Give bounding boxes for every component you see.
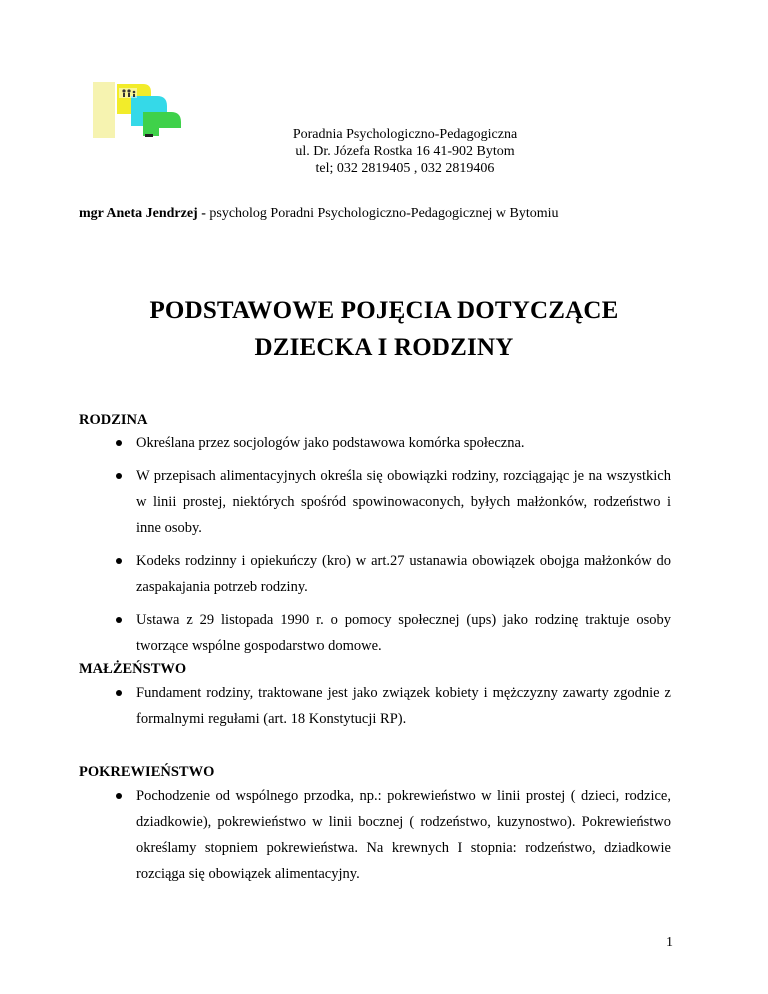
author-role: psycholog Poradni Psychologiczno-Pedagogicznej w Bytomiu <box>205 206 559 221</box>
document-title-line1: PODSTAWOWE POJĘCIA DOTYCZĄCE <box>149 297 619 324</box>
list-malzenstwo <box>79 680 671 732</box>
section-heading-malzenstwo: MAŁŻEŃSTWO <box>79 661 187 677</box>
bullet-icon <box>116 793 122 799</box>
institution-phone: tel; 032 2819405 , 032 2819406 <box>315 161 495 176</box>
institution-name: Poradnia Psychologiczno-Pedagogiczna <box>292 127 518 142</box>
list-rodzina <box>79 430 671 659</box>
section-heading-rodzina: RODZINA <box>79 412 148 428</box>
list-pokrewienstwo <box>79 783 671 887</box>
list-item: Określana przez socjologów jako podstawowa komórka społeczna. <box>79 430 671 456</box>
institution-header <box>0 126 768 177</box>
bullet-icon <box>116 617 122 623</box>
section-heading-pokrewienstwo: POKREWIEŃSTWO <box>79 764 215 780</box>
institution-address: ul. Dr. Józefa Rostka 16 41-902 Bytom <box>295 144 515 159</box>
bullet-icon <box>116 558 122 564</box>
document-title-line2: DZIECKA I RODZINY <box>254 334 514 361</box>
author-name: mgr Aneta Jendrzej - <box>79 206 206 221</box>
list-item: Kodeks rodzinny i opiekuńczy (kro) w art.27 ustanawia obowiązek obojga małżonków do zaspakajania potrzeb rodziny. <box>79 548 671 600</box>
bullet-icon <box>116 473 122 479</box>
list-item: W przepisach alimentacyjnych określa się obowiązki rodziny, rozciągając je na wszystkich w linii prostej, niektórych spośród spowinowaconych, byłych małżonków, rodzeństwo i inne osoby. <box>79 463 671 541</box>
author-line <box>79 206 559 222</box>
bullet-icon <box>116 690 122 696</box>
list-item: Ustawa z 29 listopada 1990 r. o pomocy społecznej (ups) jako rodzinę traktuje osoby tworzące wspólne gospodarstwo domowe. <box>79 607 671 659</box>
list-item: Pochodzenie od wspólnego przodka, np.: pokrewieństwo w linii prostej ( dzieci, rodzice, dziadkowie), pokrewieństwo w linii bocznej ( rodzeństwo, kuzynostwo). Pokrewieństwo określamy stopniem pokrewieństwa. Na krewnych I stopnia: rodzeństwo, dziadkowie rozciąga się obowiązek alimentacyjny. <box>79 783 671 887</box>
list-item: Fundament rodziny, traktowane jest jako związek kobiety i mężczyzny zawarty zgodnie z formalnymi regułami (art. 18 Konstytucji RP). <box>79 680 671 732</box>
page-number: 1 <box>666 935 673 950</box>
bullet-icon <box>116 440 122 446</box>
